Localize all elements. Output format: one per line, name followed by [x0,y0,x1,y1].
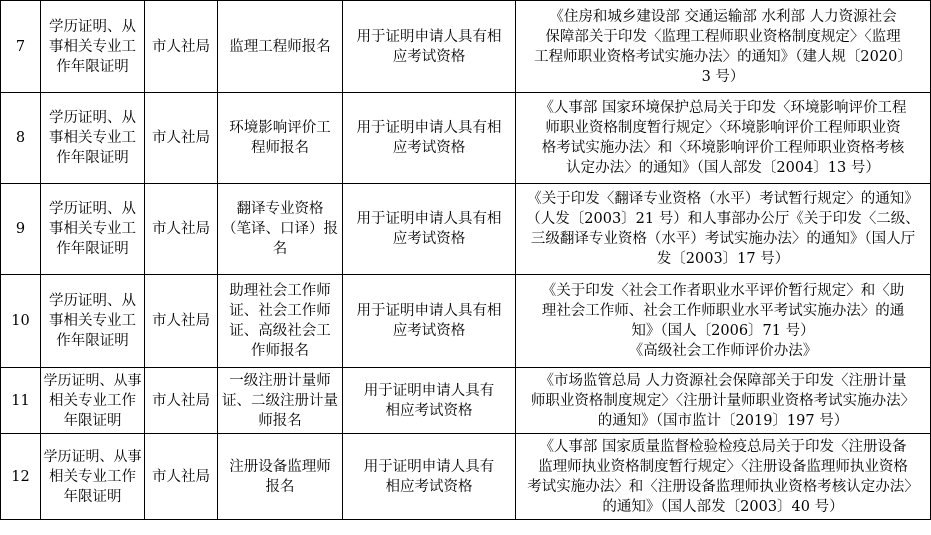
service-item [218,93,343,184]
purpose [343,1,516,93]
legal-basis [516,275,931,368]
text-line: 事相关专业工 [49,130,136,146]
service-item [218,368,343,434]
text-line: 格考试实施办法〉和〈环境影响评价工程师职业资格考核 [541,140,905,156]
text-line: 助理社会工作师 [229,283,331,299]
row-number: 7 [1,1,41,93]
text-line: 用于证明申请人具有相 [356,303,502,319]
text-line: 用于证明申请人具有相 [356,120,502,136]
row-number: 12 [1,434,41,520]
legal-basis [516,434,931,520]
legal-basis [516,1,931,93]
text-line: 相关专业工作 [49,468,136,485]
text-line: 师职业资格制度暂行规定〉〈环境影响评价工程师职业资 [545,120,901,136]
text-line: （人发〔2003〕21 号）和人事部办公厅《关于印发〈二级、 [526,211,920,227]
department: 市人社局 [145,1,218,93]
legal-basis [516,93,931,184]
text-line: 一级注册计量师 [229,372,331,389]
text-line: 学历证明、从 [49,110,136,126]
text-line: 年限证明 [63,488,122,505]
text-line: 证、高级社会工 [229,323,331,339]
department: 市人社局 [145,434,218,520]
required-material [41,275,145,368]
text-line: 事相关专业工 [49,221,136,237]
text-line: 应考试资格 [392,231,466,247]
text-line: 名 [272,241,288,257]
text-line: 应考试资格 [392,323,466,339]
row-number: 11 [1,368,41,434]
text-line: 《人事部 国家环境保护总局关于印发〈环境影响评价工程 [539,100,907,116]
service-item [218,184,343,275]
table-row [1,184,931,275]
table-row [1,93,931,184]
required-material [41,184,145,275]
text-line: 《关于印发〈社会工作者职业水平评价暂行规定〉和〈助 [541,283,905,299]
required-material [41,93,145,184]
text-line: 相应考试资格 [385,478,473,495]
text-line: 应考试资格 [392,48,466,65]
text-line: 证、社会工作师 [229,303,331,319]
text-line: 相关专业工作 [49,392,136,409]
text-line: 环境影响评价工 [229,120,331,136]
department: 市人社局 [145,275,218,368]
text-line: 师职业资格制度规定〉〈注册计量师职业资格考试实施办法〉 [530,392,916,409]
text-line: 用于证明申请人具有 [363,382,495,399]
department: 市人社局 [145,368,218,434]
text-line: （笔译、口译）报 [222,221,338,237]
required-material [41,368,145,434]
text-line: 考试实施办法〉和〈注册设备监理师执业资格考核认定办法〉 [527,478,919,495]
text-line: 作年限证明 [56,150,129,166]
text-line: 知》（国人〔2006〕71 号） [631,323,815,339]
text-line: 作师报名 [251,343,309,359]
text-line: 学历证明、从事 [43,448,142,465]
text-line: 学历证明、从 [49,18,136,35]
service-item [218,434,343,520]
table-row [1,434,931,520]
text-line: 程师报名 [251,140,309,156]
table-body [1,1,931,520]
purpose [343,275,516,368]
text-line: 用于证明申请人具有相 [356,211,502,227]
text-line: 工程师职业资格考试实施办法〉的通知》（建人规〔2020〕 [534,48,912,65]
text-line: 发〔2003〕17 号） [656,251,790,267]
text-line: 报名 [265,478,295,495]
text-line: 三级翻译专业资格（水平）考试实施办法〉的通知》（国人厅 [530,231,916,247]
text-line: 监理工程师报名 [229,38,331,55]
purpose [343,368,516,434]
text-line: 学历证明、从 [49,293,136,309]
table-row [1,275,931,368]
text-line: 作年限证明 [56,241,129,257]
text-line: 学历证明、从 [49,201,136,217]
text-line: 翻译专业资格 [236,201,324,217]
purpose [343,434,516,520]
text-line: 3 号） [701,68,745,85]
text-line: 相应考试资格 [385,402,473,419]
text-line: 《关于印发〈翻译专业资格（水平）考试暂行规定〉的通知》 [527,191,919,207]
department: 市人社局 [145,93,218,184]
text-line: 师报名 [258,412,302,429]
text-line: 的通知》（国人部发〔2003〕40 号） [602,498,844,515]
legal-basis [516,368,931,434]
text-line: 作年限证明 [56,333,129,349]
text-line: 注册设备监理师 [229,458,331,475]
text-line: 《人事部 国家质量监督检验检疫总局关于印发〈注册设备 [539,438,907,455]
table-row [1,368,931,434]
text-line: 保障部关于印发〈监理工程师职业资格制度规定〉〈监理 [545,28,901,45]
row-number: 10 [1,275,41,368]
text-line: 事相关专业工 [49,38,136,55]
table-row [1,1,931,93]
text-line: 应考试资格 [392,140,466,156]
purpose [343,184,516,275]
required-material [41,1,145,93]
text-line: 作年限证明 [56,58,129,75]
department: 市人社局 [145,184,218,275]
service-item [218,275,343,368]
text-line: 年限证明 [63,412,122,429]
text-line: 证、二级注册计量 [222,392,338,409]
text-line: 的通知》（国市监计〔2019〕197 号） [597,412,849,429]
text-line: 学历证明、从事 [43,372,142,389]
service-item [218,1,343,93]
text-line: 事相关专业工 [49,313,136,329]
row-number: 8 [1,93,41,184]
text-line: 理社会工作师、社会工作师职业水平考试实施办法〉的通 [541,303,905,319]
text-line: 《高级社会工作师评价办法》 [628,343,818,359]
text-line: 《住房和城乡建设部 交通运输部 水利部 人力资源社会 [549,8,897,25]
legal-basis [516,184,931,275]
text-line: 用于证明申请人具有相 [356,28,502,45]
required-material [41,434,145,520]
text-line: 认定办法〉的通知》（国人部发〔2004〕13 号） [566,160,880,176]
text-line: 监理师执业资格制度暂行规定〉〈注册设备监理师执业资格 [538,458,908,475]
text-line: 《市场监管总局 人力资源社会保障部关于印发〈注册计量 [539,372,907,389]
text-line: 用于证明申请人具有 [363,458,495,475]
purpose [343,93,516,184]
row-number: 9 [1,184,41,275]
